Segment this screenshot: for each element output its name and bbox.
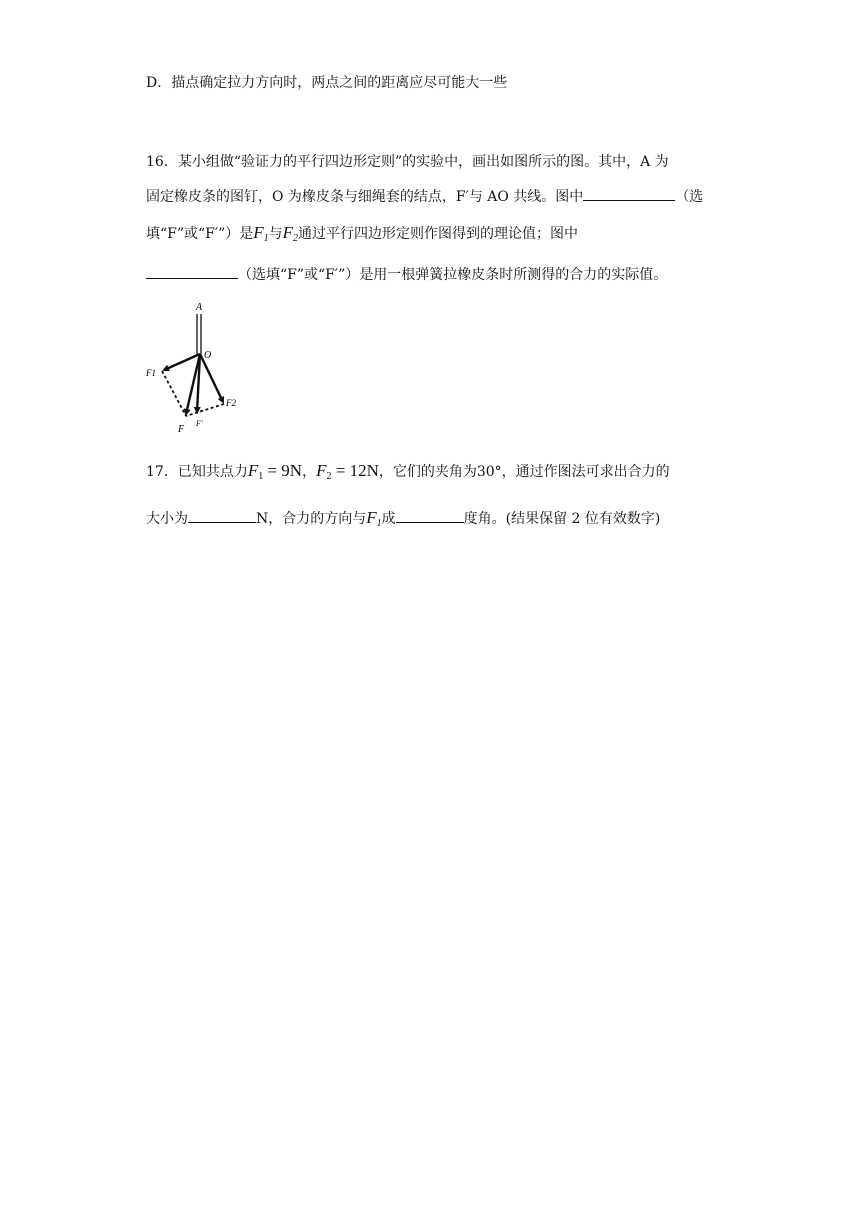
q17-line-1 (146, 461, 670, 482)
q16-line-4-text: （选填“F”或“F′”）是用一根弹簧拉橡皮条时所测得的合力的实际值。 (238, 267, 668, 283)
dashed-side-left (162, 371, 186, 416)
q16-line-1: 16．某小组做“验证力的平行四边形定则”的实验中，画出如图所示的图。其中，A 为 (146, 154, 669, 170)
math-f2: $F_2$ (282, 223, 299, 244)
q16-line-3-and: 与 (268, 226, 283, 242)
math-f1-ref: $F_1$ (366, 508, 382, 529)
force-diagram (142, 296, 252, 436)
q17-line-2-tail: 度角。(结果保留 2 位有效数字) (463, 511, 661, 527)
q16-line-2 (146, 186, 703, 207)
dashed-side-right (186, 404, 224, 416)
answer-blank-2[interactable] (146, 264, 238, 279)
label-a: A (196, 302, 203, 313)
answer-blank-1[interactable] (583, 186, 675, 201)
label-f1: F1 (146, 368, 156, 378)
q17-line-2 (146, 508, 660, 529)
q17-line-1-tail: ，它们的夹角为30°，通过作图法可求出合力的 (378, 464, 670, 480)
q16-line-2-text: 固定橡皮条的图钉，O 为橡皮条与细绳套的结点，F′与 AO 共线。图中 (146, 189, 584, 205)
f2-vector (200, 354, 223, 402)
q16-line-2-tail: （选 (675, 189, 704, 205)
answer-blank-3[interactable] (188, 508, 256, 523)
q17-line-2-unit: N，合力的方向与 (256, 511, 367, 527)
label-o: O (204, 350, 212, 361)
q17-line-2-cheng: 成 (381, 511, 396, 527)
q15-option-d: D．描点确定拉力方向时，两点之间的距离应尽可能大一些 (146, 75, 508, 91)
q16-line-3-text: 填“F”或“F′”）是 (146, 226, 254, 242)
q16-line-3-tail: 通过平行四边形定则作图得到的理论值；图中 (298, 226, 579, 242)
f1-vector (164, 354, 200, 370)
q17-line-2-text: 大小为 (146, 511, 188, 527)
label-f-prime: F′ (196, 419, 203, 428)
q17-line-1-text: 17．已知共点力 (146, 464, 248, 480)
math-f2-eq: $F_2 = 12N$ (316, 461, 379, 482)
q17-comma: ， (302, 464, 317, 480)
label-f: F (178, 424, 185, 435)
q16-line-3 (146, 223, 578, 244)
math-f1-eq: $F_1 = 9N$ (247, 461, 303, 482)
q16-line-4 (146, 264, 667, 285)
answer-blank-4[interactable] (396, 508, 464, 523)
label-f2: F2 (226, 398, 236, 408)
math-f1: $F_1$ (253, 223, 269, 244)
